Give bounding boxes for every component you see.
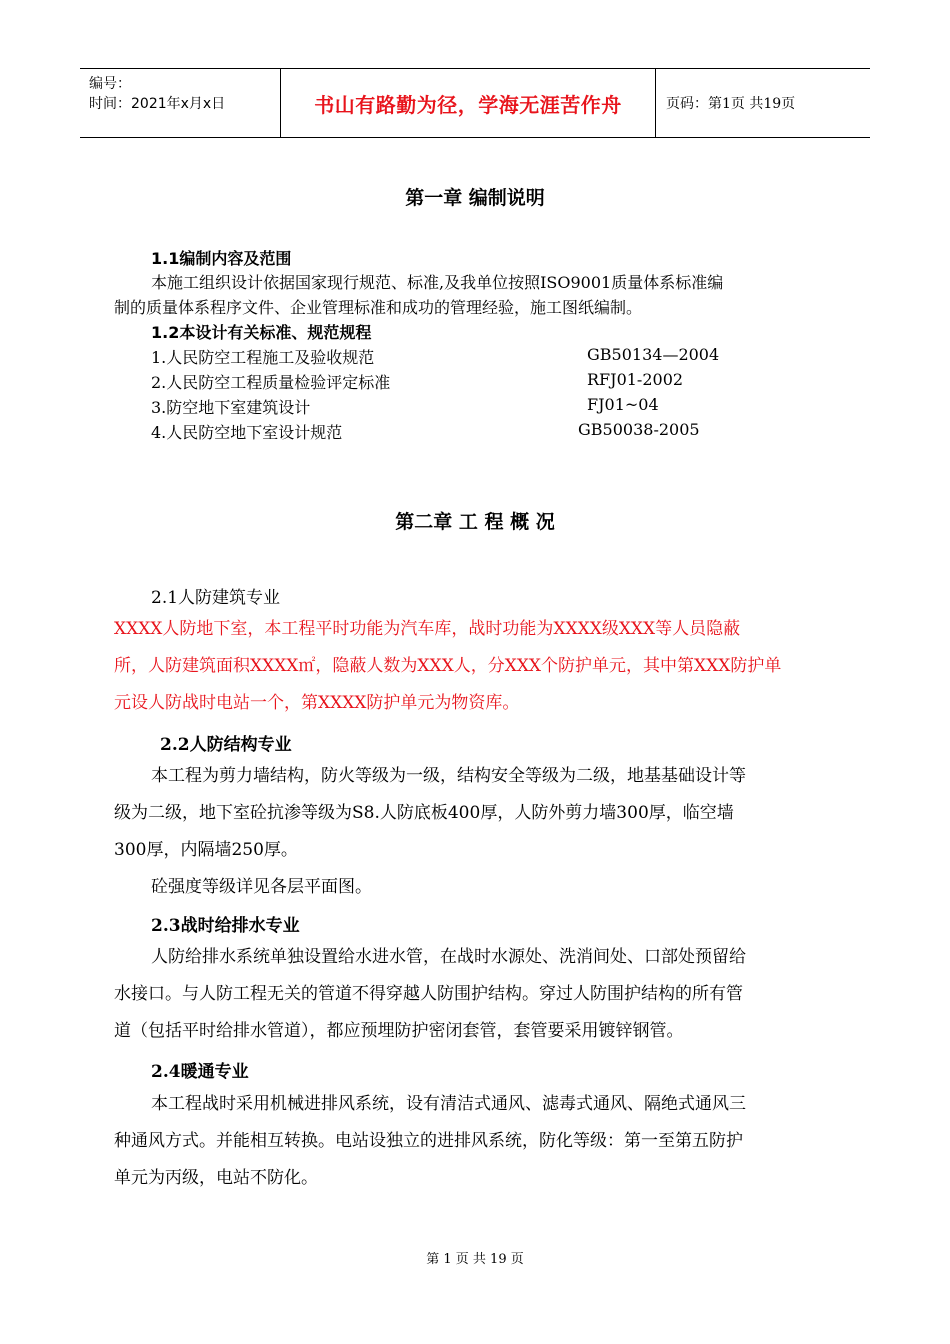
- time-label: 时间：2021年x月x日: [89, 96, 226, 112]
- section-1-2-title: 1.2本设计有关标准、规范规程: [151, 323, 372, 342]
- chapter1-title: 第一章 编制说明: [405, 187, 545, 209]
- standard-name: 1.人民防空工程施工及验收规范: [151, 348, 375, 367]
- section-2-3-line: 水接口。与人防工程无关的管道不得穿越人防围护结构。穿过人防围护结构的所有管: [114, 984, 743, 1004]
- document-header: [80, 68, 870, 138]
- section-2-4-line: 本工程战时采用机械进排风系统，设有清洁式通风、滤毒式通风、隔绝式通风三: [151, 1094, 746, 1114]
- header-motto-cell: [281, 69, 656, 137]
- section-2-3-title: 2.3战时给排水专业: [151, 916, 300, 936]
- section-2-2-line: 300厚，内隔墙250厚。: [114, 840, 298, 860]
- standard-row: [151, 395, 751, 420]
- standard-name: 3.防空地下室建筑设计: [151, 398, 311, 417]
- section-2-3-line: 人防给排水系统单独设置给水进水管，在战时水源处、洗消间处、口部处预留给: [151, 947, 746, 967]
- section-1-1-line2: 制的质量体系程序文件、企业管理标准和成功的管理经验，施工图纸编制。: [114, 298, 643, 317]
- section-2-4-line: 种通风方式。并能相互转换。电站设独立的进排风系统，防化等级：第一至第五防护: [114, 1131, 743, 1151]
- standard-code: GB50038-2005: [578, 420, 700, 439]
- standard-row: [151, 370, 751, 395]
- standard-code: GB50134—2004: [587, 345, 720, 364]
- section-2-1-title: 2.1人防建筑专业: [151, 588, 281, 608]
- page-info: 页码：第1页 共19页: [666, 96, 796, 112]
- chapter2-title: 第二章 工 程 概 况: [395, 511, 555, 533]
- standard-row: [151, 345, 751, 370]
- section-2-2-title: 2.2人防结构专业: [160, 735, 292, 755]
- section-2-3-line: 道（包括平时给排水管道），都应预埋防护密闭套管，套管要采用镀锌钢管。: [114, 1021, 684, 1041]
- section-2-1-line: XXXX人防地下室，本工程平时功能为汽车库，战时功能为XXXX级XXX等人员隐蔽: [114, 619, 741, 639]
- number-label: 编号：: [89, 76, 131, 92]
- standard-code: RFJ01-2002: [587, 370, 684, 389]
- motto-text: 书山有路勤为径，学海无涯苦作舟: [314, 92, 622, 117]
- section-1-1-line1: 本施工组织设计依据国家现行规范、标准,及我单位按照ISO9001质量体系标准编: [151, 273, 724, 292]
- standard-row: [151, 420, 751, 445]
- standard-name: 4.人民防空地下室设计规范: [151, 423, 343, 442]
- section-2-4-title: 2.4暖通专业: [151, 1062, 249, 1082]
- section-2-2-line: 本工程为剪力墙结构，防火等级为一级，结构安全等级为二级，地基基础设计等: [151, 766, 746, 786]
- header-left-cell: [80, 69, 281, 137]
- section-2-1-line: 元设人防战时电站一个，第XXXX防护单元为物资库。: [114, 693, 520, 713]
- header-page-cell: [656, 69, 870, 137]
- page-footer: 第 1 页 共 19 页: [426, 1252, 524, 1267]
- standard-name: 2.人民防空工程质量检验评定标准: [151, 373, 391, 392]
- section-2-2-line: 级为二级，地下室砼抗渗等级为S8.人防底板400厚，人防外剪力墙300厚，临空墙: [114, 803, 734, 823]
- section-2-1-line: 所，人防建筑面积XXXX㎡，隐蔽人数为XXX人，分XXX个防护单元，其中第XXX防护单: [114, 656, 782, 676]
- standard-code: FJ01~04: [587, 395, 659, 414]
- section-1-1-title: 1.1编制内容及范围: [151, 249, 292, 268]
- section-2-2-line: 砼强度等级详见各层平面图。: [151, 877, 372, 897]
- section-2-4-line: 单元为丙级，电站不防化。: [114, 1168, 318, 1188]
